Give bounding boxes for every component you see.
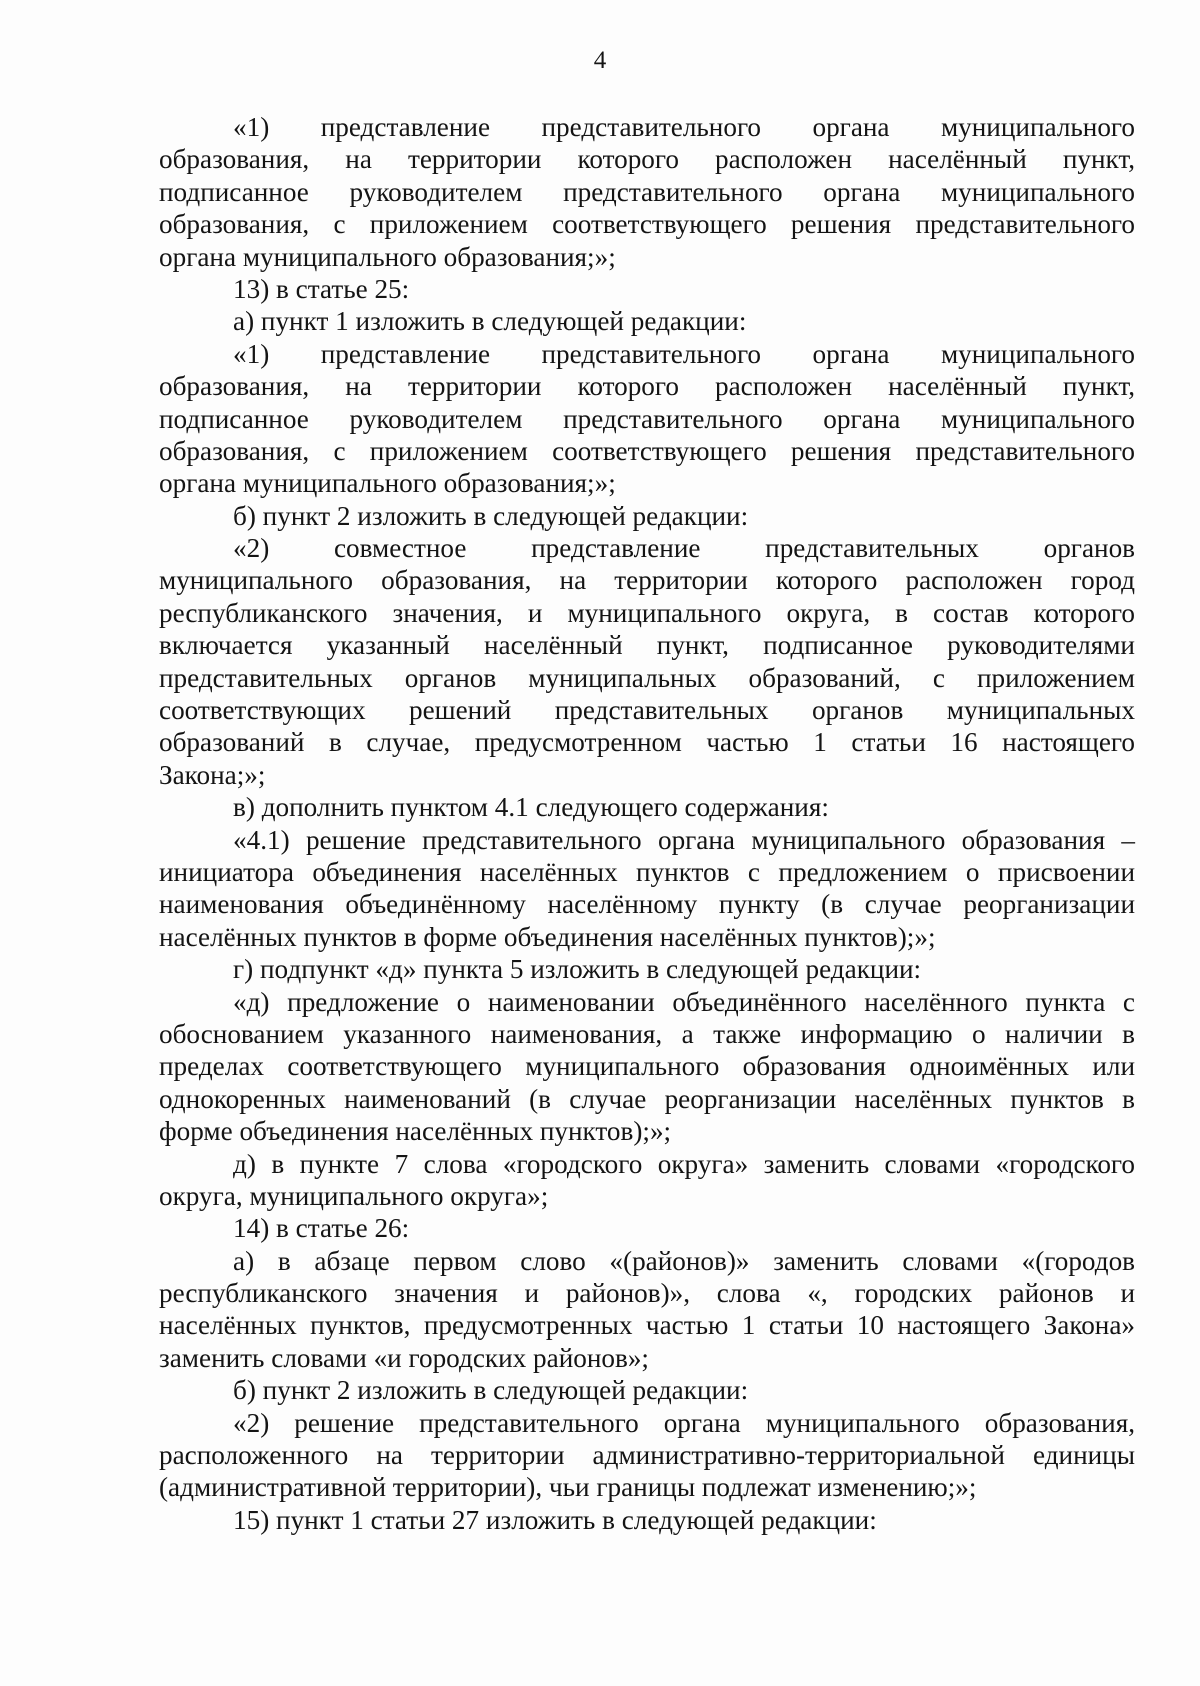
text-line: населённых пунктов в форме объединения населённых пунктов);»; (159, 921, 936, 952)
text-line: представительных органов муниципальных образований, с приложением (159, 662, 1135, 693)
text-line: подписанное руководителем представительного органа муниципального (159, 176, 1135, 207)
text-line: «1) представление представительного органа муниципального (233, 338, 1135, 369)
text-line: «2) совместное представление представительных органов (233, 533, 1135, 564)
text-line: в) дополнить пунктом 4.1 следующего содержания: (233, 792, 829, 823)
text-line: 14) в статье 26: (233, 1213, 410, 1244)
text-line: образования, с приложением соответствующего решения представительного (159, 435, 1135, 466)
text-line: населённых пунктов, предусмотренных частью 1 статьи 10 настоящего Закона» (159, 1310, 1135, 1341)
text-line: д) в пункте 7 слова «городского округа» заменить словами «городского (233, 1148, 1135, 1179)
text-line: образования, на территории которого расположен населённый пункт, (159, 144, 1135, 175)
text-line: включается указанный населённый пункт, подписанное руководителями (159, 630, 1135, 661)
text-line: муниципального образования, на территории которого расположен город (159, 565, 1135, 596)
text-line: б) пункт 2 изложить в следующей редакции: (233, 1375, 749, 1406)
text-line: подписанное руководителем представительного органа муниципального (159, 403, 1135, 434)
text-line: пределах соответствующего муниципального образования одноимённых или (159, 1051, 1135, 1082)
text-line: наименования объединённому населённому пункту (в случае реорганизации (159, 889, 1135, 920)
text-line: республиканского значения, и муниципального округа, в состав которого (159, 597, 1135, 628)
page-number: 4 (593, 47, 607, 74)
text-line: (административной территории), чьи границы подлежат изменению;»; (159, 1472, 977, 1503)
text-line: 13) в статье 25: (233, 273, 410, 304)
text-line: расположенного на территории административно-территориальной единицы (159, 1440, 1135, 1471)
text-line: образования, с приложением соответствующего решения представительного (159, 209, 1135, 240)
text-line: «д) предложение о наименовании объединённого населённого пункта с (233, 986, 1135, 1017)
text-line: республиканского значения и районов)», слова «, городских районов и (159, 1278, 1135, 1309)
text-line: органа муниципального образования;»; (159, 468, 616, 499)
text-line: а) в абзаце первом слово «(районов)» заменить словами «(городов (233, 1245, 1135, 1276)
text-line: г) подпункт «д» пункта 5 изложить в следующей редакции: (233, 954, 922, 985)
text-line: «4.1) решение представительного органа муниципального образования – (233, 824, 1135, 855)
text-line: 15) пункт 1 статьи 27 изложить в следующей редакции: (233, 1504, 877, 1535)
text-line: «1) представление представительного органа муниципального (233, 112, 1135, 142)
text-line: образования, на территории которого расположен населённый пункт, (159, 371, 1135, 402)
text-line: обоснованием указанного наименования, а также информацию о наличии в (159, 1018, 1135, 1049)
text-line: образований в случае, предусмотренном частью 1 статьи 16 настоящего (159, 727, 1135, 758)
text-line: заменить словами «и городских районов»; (159, 1342, 649, 1373)
text-line: форме объединения населённых пунктов);»; (159, 1116, 672, 1147)
text-line: органа муниципального образования;»; (159, 241, 616, 272)
text-line: однокоренных наименований (в случае реорганизации населённых пунктов в (159, 1083, 1135, 1114)
text-line: «2) решение представительного органа муниципального образования, (233, 1407, 1135, 1438)
document-body (159, 111, 1135, 1536)
text-line: округа, муниципального округа»; (159, 1180, 549, 1211)
text-line: б) пункт 2 изложить в следующей редакции: (233, 500, 749, 531)
text-line: а) пункт 1 изложить в следующей редакции: (233, 306, 747, 337)
text-line: инициатора объединения населённых пунктов с предложением о присвоении (159, 856, 1135, 887)
text-line: соответствующих решений представительных органов муниципальных (159, 695, 1135, 726)
text-line: Закона;»; (159, 759, 266, 790)
